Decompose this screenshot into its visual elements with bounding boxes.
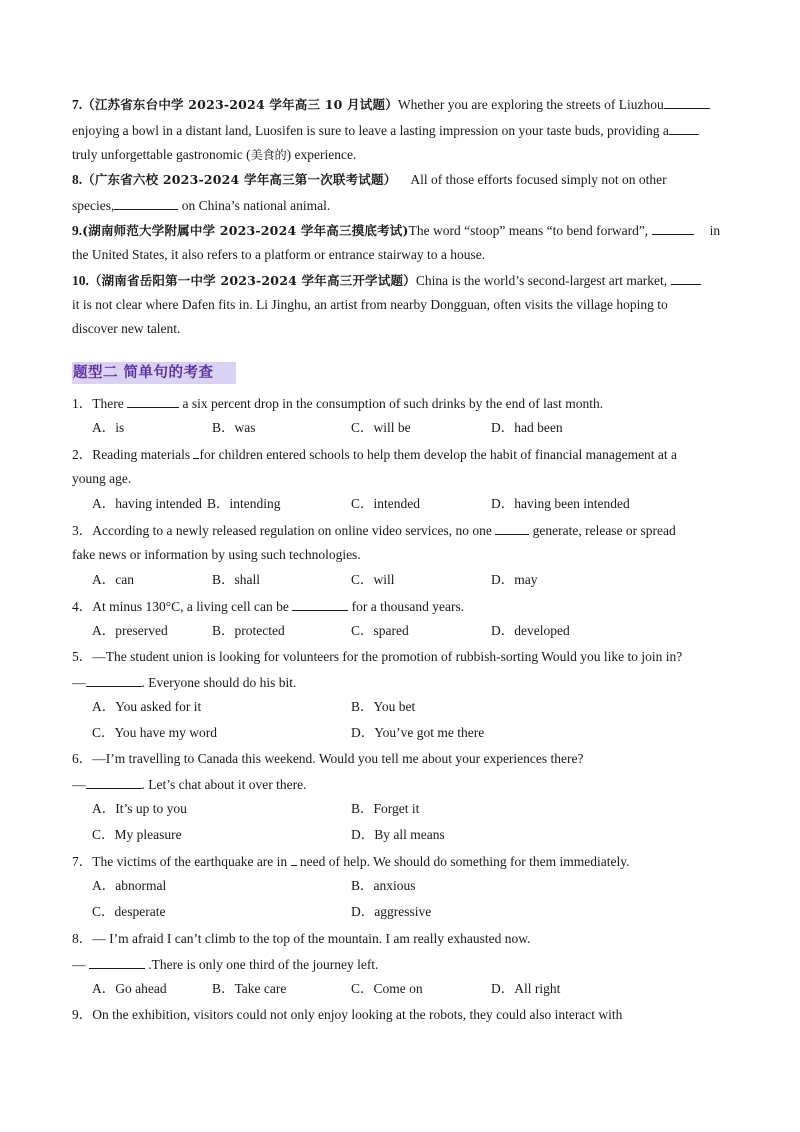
mc-2-option-c[interactable]: C．intended [351, 496, 420, 511]
mc-7-option-a[interactable]: A．abnormal [92, 878, 167, 893]
mc-2-option-a[interactable]: A．having intended [92, 496, 202, 511]
mc-8-stem: 8．— I’m afraid I can’t climb to the top of the mountain. I am really exhausted now. [72, 931, 531, 946]
answer-blank[interactable] [292, 597, 348, 611]
mc-1-option-a[interactable]: A．is [92, 420, 125, 435]
mc-5-stem: 5．—The student union is looking for volunteers for the promotion of rubbish-sorting Would you like to join in? [72, 649, 683, 664]
mc-4-option-a[interactable]: A．preserved [92, 623, 168, 638]
question-7-line-2: enjoying a bowl in a distant land, Luosifen is sure to leave a lasting impression on your taste buds, providing a [72, 121, 699, 140]
question-10-line-1: 10.（湖南省岳阳第一中学 2023-2024 学年高三开学试题）China is the world’s second-largest art market, [72, 271, 701, 290]
mc-8-stem-line-2: — .There is only one third of the journey left. [72, 957, 379, 972]
mc-4-option-b[interactable]: B．protected [212, 623, 285, 638]
mc-2-option-d[interactable]: D．having been intended [491, 496, 630, 511]
mc-4-option-c[interactable]: C．spared [351, 623, 409, 638]
mc-5-option-b[interactable]: B．You bet [351, 699, 416, 714]
mc-6-option-d[interactable]: D．By all means [351, 827, 445, 842]
answer-blank[interactable] [127, 394, 179, 408]
answer-blank[interactable] [664, 95, 710, 109]
answer-blank[interactable] [114, 196, 178, 210]
mc-7-option-b[interactable]: B．anxious [351, 878, 416, 893]
mc-5-option-c[interactable]: C．You have my word [92, 725, 218, 740]
question-10-line-2: it is not clear where Dafen fits in. Li Jinghu, an artist from nearby Dongguan, often visits the village hoping to [72, 297, 668, 312]
mc-2-stem: 2．Reading materials for children entered schools to help them develop the habit of financial management at a [72, 447, 678, 462]
mc-8-option-b[interactable]: B．Take care [212, 981, 287, 996]
question-number: 8. [72, 172, 83, 187]
mc-3-option-b[interactable]: B．shall [212, 572, 261, 587]
answer-blank[interactable] [669, 121, 699, 135]
question-number: 9. [72, 223, 83, 238]
question-7-line-1: 7.（江苏省东台中学 2023-2024 学年高三 10 月试题）Whether you are exploring the streets of Liuzhou [72, 95, 710, 114]
question-source: （湖南省岳阳第一中学 2023-2024 学年高三开学试题） [88, 273, 416, 288]
mc-8-option-d[interactable]: D．All right [491, 981, 561, 996]
question-source: （江苏省东台中学 2023-2024 学年高三 10 月试题） [82, 97, 398, 112]
mc-7-option-d[interactable]: D．aggressive [351, 904, 432, 919]
mc-6-option-b[interactable]: B．Forget it [351, 801, 420, 816]
mc-1-option-b[interactable]: B．was [212, 420, 256, 435]
mc-3-option-d[interactable]: D．may [491, 572, 538, 587]
question-9-line-1: 9.(湖南师范大学附属中学 2023-2024 学年高三摸底考试)The word “stoop” means “to bend forward”, in [72, 223, 721, 238]
mc-2-stem-line-2: young age. [72, 471, 132, 486]
mc-4-stem: 4．At minus 130°C, a living cell can be for a thousand years. [72, 599, 465, 614]
mc-3-option-a[interactable]: A．can [92, 572, 134, 587]
question-10-line-3: discover new talent. [72, 321, 181, 336]
mc-5-option-a[interactable]: A．You asked for it [92, 699, 202, 714]
mc-2-option-b[interactable]: B．intending [207, 496, 281, 511]
answer-blank[interactable] [495, 521, 529, 535]
mc-9-stem: 9．On the exhibition, visitors could not only enjoy looking at the robots, they could also interact with [72, 1007, 623, 1022]
mc-1-option-c[interactable]: C．will be [351, 420, 411, 435]
question-number: 10. [72, 273, 89, 288]
mc-3-option-c[interactable]: C．will [351, 572, 395, 587]
mc-7-option-c[interactable]: C．desperate [92, 904, 166, 919]
question-source: （广东省六校 2023-2024 学年高三第一次联考试题） [82, 172, 397, 187]
answer-blank[interactable] [671, 271, 701, 285]
mc-6-stem-line-2: — . Let’s chat about it over there. [72, 777, 307, 792]
section-heading: 题型二 简单句的考查 [72, 362, 236, 384]
answer-blank[interactable] [652, 221, 694, 235]
mc-8-option-c[interactable]: C．Come on [351, 981, 423, 996]
mc-3-stem: 3．According to a newly released regulation on online video services, no one generate, release or spread [72, 523, 676, 538]
answer-blank[interactable] [89, 955, 145, 969]
mc-5-option-d[interactable]: D．You’ve got me there [351, 725, 485, 740]
answer-blank[interactable] [86, 673, 142, 687]
question-8-line-1: 8.（广东省六校 2023-2024 学年高三第一次联考试题） All of those efforts focused simply not on other [72, 172, 667, 187]
mc-4-option-d[interactable]: D．developed [491, 623, 570, 638]
mc-6-option-a[interactable]: A．It’s up to you [92, 801, 187, 816]
question-8-line-2: species, on China’s national animal. [72, 198, 331, 213]
mc-5-stem-line-2: — . Everyone should do his bit. [72, 675, 297, 690]
question-7-line-3: truly unforgettable gastronomic (美食的) experience. [72, 147, 357, 162]
mc-8-option-a[interactable]: A．Go ahead [92, 981, 167, 996]
mc-6-stem: 6．—I’m travelling to Canada this weekend. Would you tell me about your experiences there? [72, 751, 584, 766]
question-source: (湖南师范大学附属中学 2023-2024 学年高三摸底考试) [82, 223, 409, 238]
mc-7-stem: 7．The victims of the earthquake are in need of help. We should do something for them immediately. [72, 854, 630, 869]
question-number: 7. [72, 97, 83, 112]
question-9-line-2: the United States, it also refers to a platform or entrance stairway to a house. [72, 247, 486, 262]
mc-6-option-c[interactable]: C．My pleasure [92, 827, 182, 842]
mc-1-option-d[interactable]: D．had been [491, 420, 563, 435]
mc-1-stem: 1．There a six percent drop in the consumption of such drinks by the end of last month. [72, 396, 604, 411]
answer-blank[interactable] [86, 775, 142, 789]
mc-3-stem-line-2: fake news or information by using such technologies. [72, 547, 361, 562]
